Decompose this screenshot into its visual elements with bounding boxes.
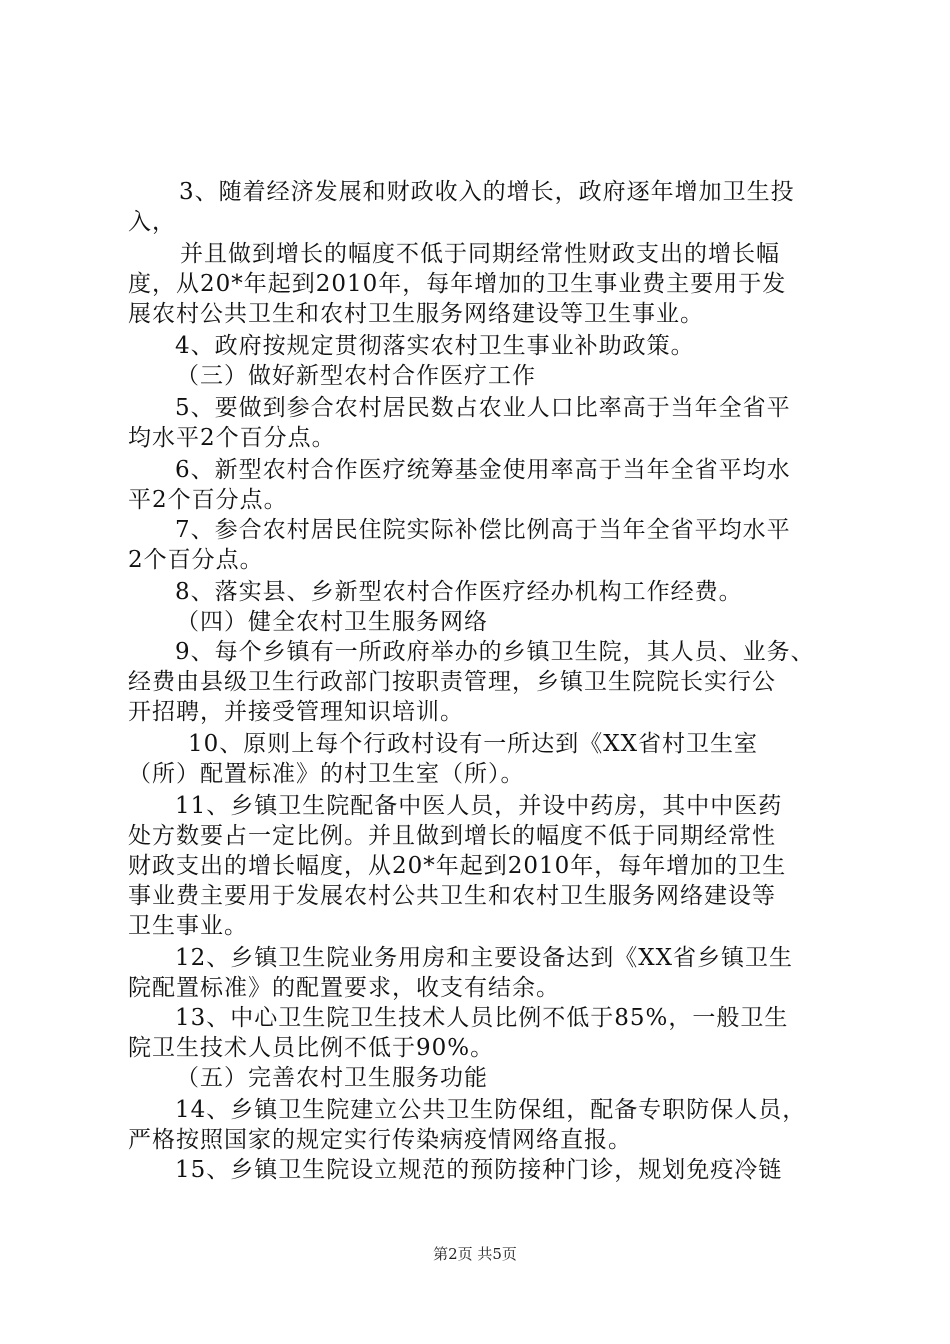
text-line: 事业费主要用于发展农村公共卫生和农村卫生服务网络建设等 xyxy=(128,883,776,909)
text-line: 经费由县级卫生行政部门按职责管理，乡镇卫生院院长实行公 xyxy=(128,669,776,695)
text-line: 院配置标准》的配置要求，收支有结余。 xyxy=(128,975,560,1001)
text-line: 15、乡镇卫生院设立规范的预防接种门诊，规划免疫冷链 xyxy=(175,1157,783,1183)
text-line: 8、落实县、乡新型农村合作医疗经办机构工作经费。 xyxy=(175,579,743,605)
text-line: 均水平2个百分点。 xyxy=(128,425,336,451)
text-line: 开招聘，并接受管理知识培训。 xyxy=(128,699,464,725)
text-line: 6、新型农村合作医疗统筹基金使用率高于当年全省平均水 xyxy=(175,457,791,483)
text-line: 14、乡镇卫生院建立公共卫生防保组，配备专职防保人员， xyxy=(175,1097,807,1123)
text-line: 并且做到增长的幅度不低于同期经常性财政支出的增长幅 xyxy=(180,241,780,267)
text-line: 7、参合农村居民住院实际补偿比例高于当年全省平均水平 xyxy=(175,517,791,543)
section-heading: （三）做好新型农村合作医疗工作 xyxy=(176,363,536,389)
page-footer: 第2页 共5页 xyxy=(433,1245,517,1263)
text-line: 2个百分点。 xyxy=(128,547,264,573)
text-line: 4、政府按规定贯彻落实农村卫生事业补助政策。 xyxy=(175,333,695,359)
text-line: 财政支出的增长幅度，从20*年起到2010年，每年增加的卫生 xyxy=(128,853,787,879)
text-line: 9、每个乡镇有一所政府举办的乡镇卫生院，其人员、业务、 xyxy=(175,639,815,665)
text-line: 3、随着经济发展和财政收入的增长，政府逐年增加卫生投 xyxy=(179,179,795,205)
text-line: 10、原则上每个行政村设有一所达到《XX省村卫生室 xyxy=(188,731,759,757)
text-line: 展农村公共卫生和农村卫生服务网络建设等卫生事业。 xyxy=(128,301,704,327)
text-line: 平2个百分点。 xyxy=(128,487,288,513)
text-line: 12、乡镇卫生院业务用房和主要设备达到《XX省乡镇卫生 xyxy=(175,945,794,971)
text-line: 13、中心卫生院卫生技术人员比例不低于85%，一般卫生 xyxy=(175,1005,789,1031)
section-heading: （五）完善农村卫生服务功能 xyxy=(176,1065,488,1091)
text-line: 度，从20*年起到2010年，每年增加的卫生事业费主要用于发 xyxy=(128,271,787,297)
section-heading: （四）健全农村卫生服务网络 xyxy=(176,609,488,635)
text-line: 入， xyxy=(128,209,176,235)
text-line: 卫生事业。 xyxy=(128,913,248,939)
text-line: 院卫生技术人员比例不低于90%。 xyxy=(128,1035,495,1061)
text-line: 11、乡镇卫生院配备中医人员，并设中药房，其中中医药 xyxy=(175,793,783,819)
text-line: 5、要做到参合农村居民数占农业人口比率高于当年全省平 xyxy=(175,395,791,421)
text-line: 严格按照国家的规定实行传染病疫情网络直报。 xyxy=(128,1127,632,1153)
text-line: 处方数要占一定比例。并且做到增长的幅度不低于同期经常性 xyxy=(128,823,776,849)
text-line: （所）配置标准》的村卫生室（所）。 xyxy=(128,761,525,787)
